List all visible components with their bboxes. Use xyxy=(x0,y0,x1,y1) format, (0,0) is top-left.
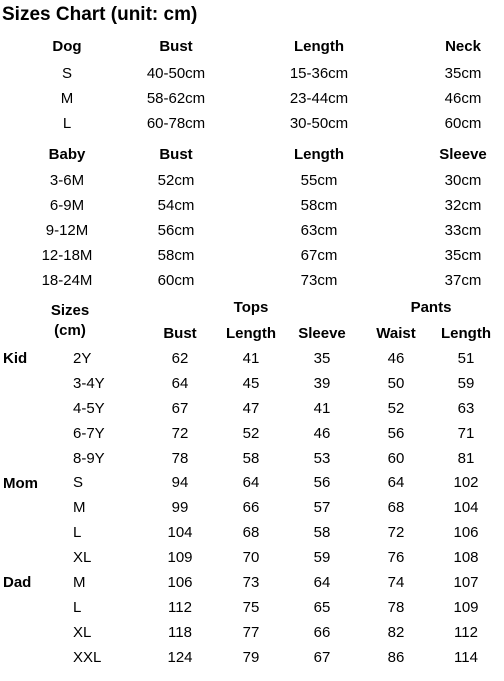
baby-cell: 58cm xyxy=(300,197,338,214)
dog-header: Neck xyxy=(445,38,481,55)
family-value-cell: 102 xyxy=(453,474,479,491)
family-value-cell: 58 xyxy=(242,450,260,467)
family-value-cell: 64 xyxy=(171,375,189,392)
family-value-cell: 109 xyxy=(453,599,479,616)
dog-cell: 60-78cm xyxy=(146,115,206,132)
baby-header: Baby xyxy=(48,146,86,163)
family-value-cell: 75 xyxy=(242,599,260,616)
dog-header: Length xyxy=(294,38,344,55)
family-value-cell: 76 xyxy=(387,549,405,566)
family-value-cell: 74 xyxy=(387,574,405,591)
baby-cell: 18-24M xyxy=(41,272,93,289)
family-size-cell: XL xyxy=(73,549,92,566)
family-value-cell: 53 xyxy=(313,450,331,467)
family-value-cell: 65 xyxy=(313,599,331,616)
family-value-cell: 72 xyxy=(387,524,405,541)
baby-cell: 35cm xyxy=(444,247,482,264)
baby-cell: 37cm xyxy=(444,272,482,289)
dog-header: Bust xyxy=(159,38,193,55)
family-value-cell: 41 xyxy=(242,350,260,367)
baby-cell: 67cm xyxy=(300,247,338,264)
family-size-cell: 2Y xyxy=(73,350,92,367)
family-value-cell: 64 xyxy=(242,474,260,491)
family-value-cell: 60 xyxy=(387,450,405,467)
family-size-cell: 4-5Y xyxy=(73,400,105,417)
family-value-cell: 52 xyxy=(387,400,405,417)
baby-cell: 32cm xyxy=(444,197,482,214)
family-value-cell: 104 xyxy=(453,499,479,516)
group-label: Kid xyxy=(3,350,28,367)
dog-cell: 35cm xyxy=(444,65,482,82)
family-value-cell: 64 xyxy=(387,474,405,491)
family-value-cell: 41 xyxy=(313,400,331,417)
baby-cell: 58cm xyxy=(157,247,195,264)
family-value-cell: 39 xyxy=(313,375,331,392)
baby-header: Bust xyxy=(159,146,193,163)
family-value-cell: 50 xyxy=(387,375,405,392)
family-value-cell: 64 xyxy=(313,574,331,591)
family-value-cell: 118 xyxy=(168,624,192,641)
family-value-cell: 81 xyxy=(457,450,475,467)
family-value-cell: 108 xyxy=(453,549,479,566)
family-value-cell: 45 xyxy=(242,375,260,392)
baby-cell: 6-9M xyxy=(49,197,85,214)
family-size-cell: 3-4Y xyxy=(73,375,105,392)
family-value-cell: 82 xyxy=(387,624,405,641)
dog-cell: S xyxy=(61,65,73,82)
family-value-cell: 104 xyxy=(167,524,193,541)
family-col-header: Waist xyxy=(376,325,416,342)
family-value-cell: 107 xyxy=(453,574,479,591)
baby-cell: 56cm xyxy=(157,222,195,239)
sizes-header: Sizes xyxy=(50,302,90,319)
family-value-cell: 94 xyxy=(171,474,189,491)
family-value-cell: 62 xyxy=(171,350,189,367)
page-title: Sizes Chart (unit: cm) xyxy=(2,4,198,25)
family-value-cell: 51 xyxy=(457,350,475,367)
family-value-cell: 57 xyxy=(313,499,331,516)
family-size-cell: M xyxy=(73,574,86,591)
family-value-cell: 67 xyxy=(313,649,331,666)
family-value-cell: 47 xyxy=(242,400,260,417)
family-size-cell: XXL xyxy=(73,649,102,666)
family-value-cell: 78 xyxy=(387,599,405,616)
family-value-cell: 35 xyxy=(313,350,331,367)
family-value-cell: 70 xyxy=(242,549,260,566)
group-label: Mom xyxy=(3,474,38,492)
family-col-header: Sleeve xyxy=(298,325,346,342)
family-value-cell: 46 xyxy=(387,350,405,367)
dog-cell: 58-62cm xyxy=(146,90,206,107)
family-value-cell: 106 xyxy=(167,574,193,591)
family-size-cell: XL xyxy=(73,624,92,641)
family-size-cell: 6-7Y xyxy=(73,425,105,442)
family-size-cell: L xyxy=(73,599,82,616)
family-size-cell: 8-9Y xyxy=(73,450,105,467)
family-value-cell: 56 xyxy=(387,425,405,442)
baby-cell: 12-18M xyxy=(41,247,93,264)
family-value-cell: 67 xyxy=(171,400,189,417)
sizes-unit-header: (cm) xyxy=(54,322,86,339)
group-label: Dad xyxy=(3,574,32,592)
pants-header: Pants xyxy=(410,299,452,316)
family-value-cell: 68 xyxy=(242,524,260,541)
family-value-cell: 58 xyxy=(313,524,331,541)
dog-header: Dog xyxy=(52,38,82,55)
dog-cell: 60cm xyxy=(444,115,482,132)
family-value-cell: 99 xyxy=(171,499,189,516)
baby-cell: 33cm xyxy=(444,222,482,239)
family-value-cell: 114 xyxy=(454,649,478,666)
baby-cell: 55cm xyxy=(300,172,338,189)
family-value-cell: 112 xyxy=(454,624,478,641)
family-value-cell: 68 xyxy=(387,499,405,516)
dog-cell: L xyxy=(62,115,72,132)
family-value-cell: 124 xyxy=(167,649,193,666)
family-value-cell: 77 xyxy=(242,624,260,641)
baby-header: Sleeve xyxy=(439,146,487,163)
dog-cell: M xyxy=(60,90,74,107)
family-value-cell: 66 xyxy=(242,499,260,516)
baby-cell: 63cm xyxy=(300,222,338,239)
family-value-cell: 71 xyxy=(457,425,475,442)
family-col-header: Length xyxy=(441,325,491,342)
family-value-cell: 73 xyxy=(242,574,260,591)
family-value-cell: 106 xyxy=(453,524,479,541)
baby-cell: 54cm xyxy=(157,197,195,214)
family-value-cell: 59 xyxy=(457,375,475,392)
family-value-cell: 66 xyxy=(313,624,331,641)
baby-cell: 52cm xyxy=(157,172,195,189)
baby-cell: 60cm xyxy=(157,272,195,289)
family-value-cell: 109 xyxy=(167,549,193,566)
baby-header: Length xyxy=(294,146,344,163)
family-value-cell: 78 xyxy=(171,450,189,467)
baby-cell: 9-12M xyxy=(45,222,89,239)
family-value-cell: 59 xyxy=(313,549,331,566)
family-size-cell: M xyxy=(73,499,86,516)
family-value-cell: 63 xyxy=(457,400,475,417)
family-value-cell: 112 xyxy=(168,599,192,616)
dog-cell: 23-44cm xyxy=(289,90,349,107)
family-value-cell: 86 xyxy=(387,649,405,666)
family-value-cell: 56 xyxy=(313,474,331,491)
family-col-header: Bust xyxy=(163,325,197,342)
dog-cell: 46cm xyxy=(444,90,482,107)
family-size-cell: S xyxy=(73,474,84,491)
family-size-cell: L xyxy=(73,524,82,541)
baby-cell: 3-6M xyxy=(49,172,85,189)
baby-cell: 73cm xyxy=(300,272,338,289)
baby-cell: 30cm xyxy=(444,172,482,189)
dog-cell: 40-50cm xyxy=(146,65,206,82)
family-col-header: Length xyxy=(226,325,276,342)
dog-cell: 15-36cm xyxy=(289,65,349,82)
tops-header: Tops xyxy=(233,299,269,316)
family-value-cell: 46 xyxy=(313,425,331,442)
dog-cell: 30-50cm xyxy=(289,115,349,132)
family-value-cell: 52 xyxy=(242,425,260,442)
family-value-cell: 72 xyxy=(171,425,189,442)
family-value-cell: 79 xyxy=(242,649,260,666)
